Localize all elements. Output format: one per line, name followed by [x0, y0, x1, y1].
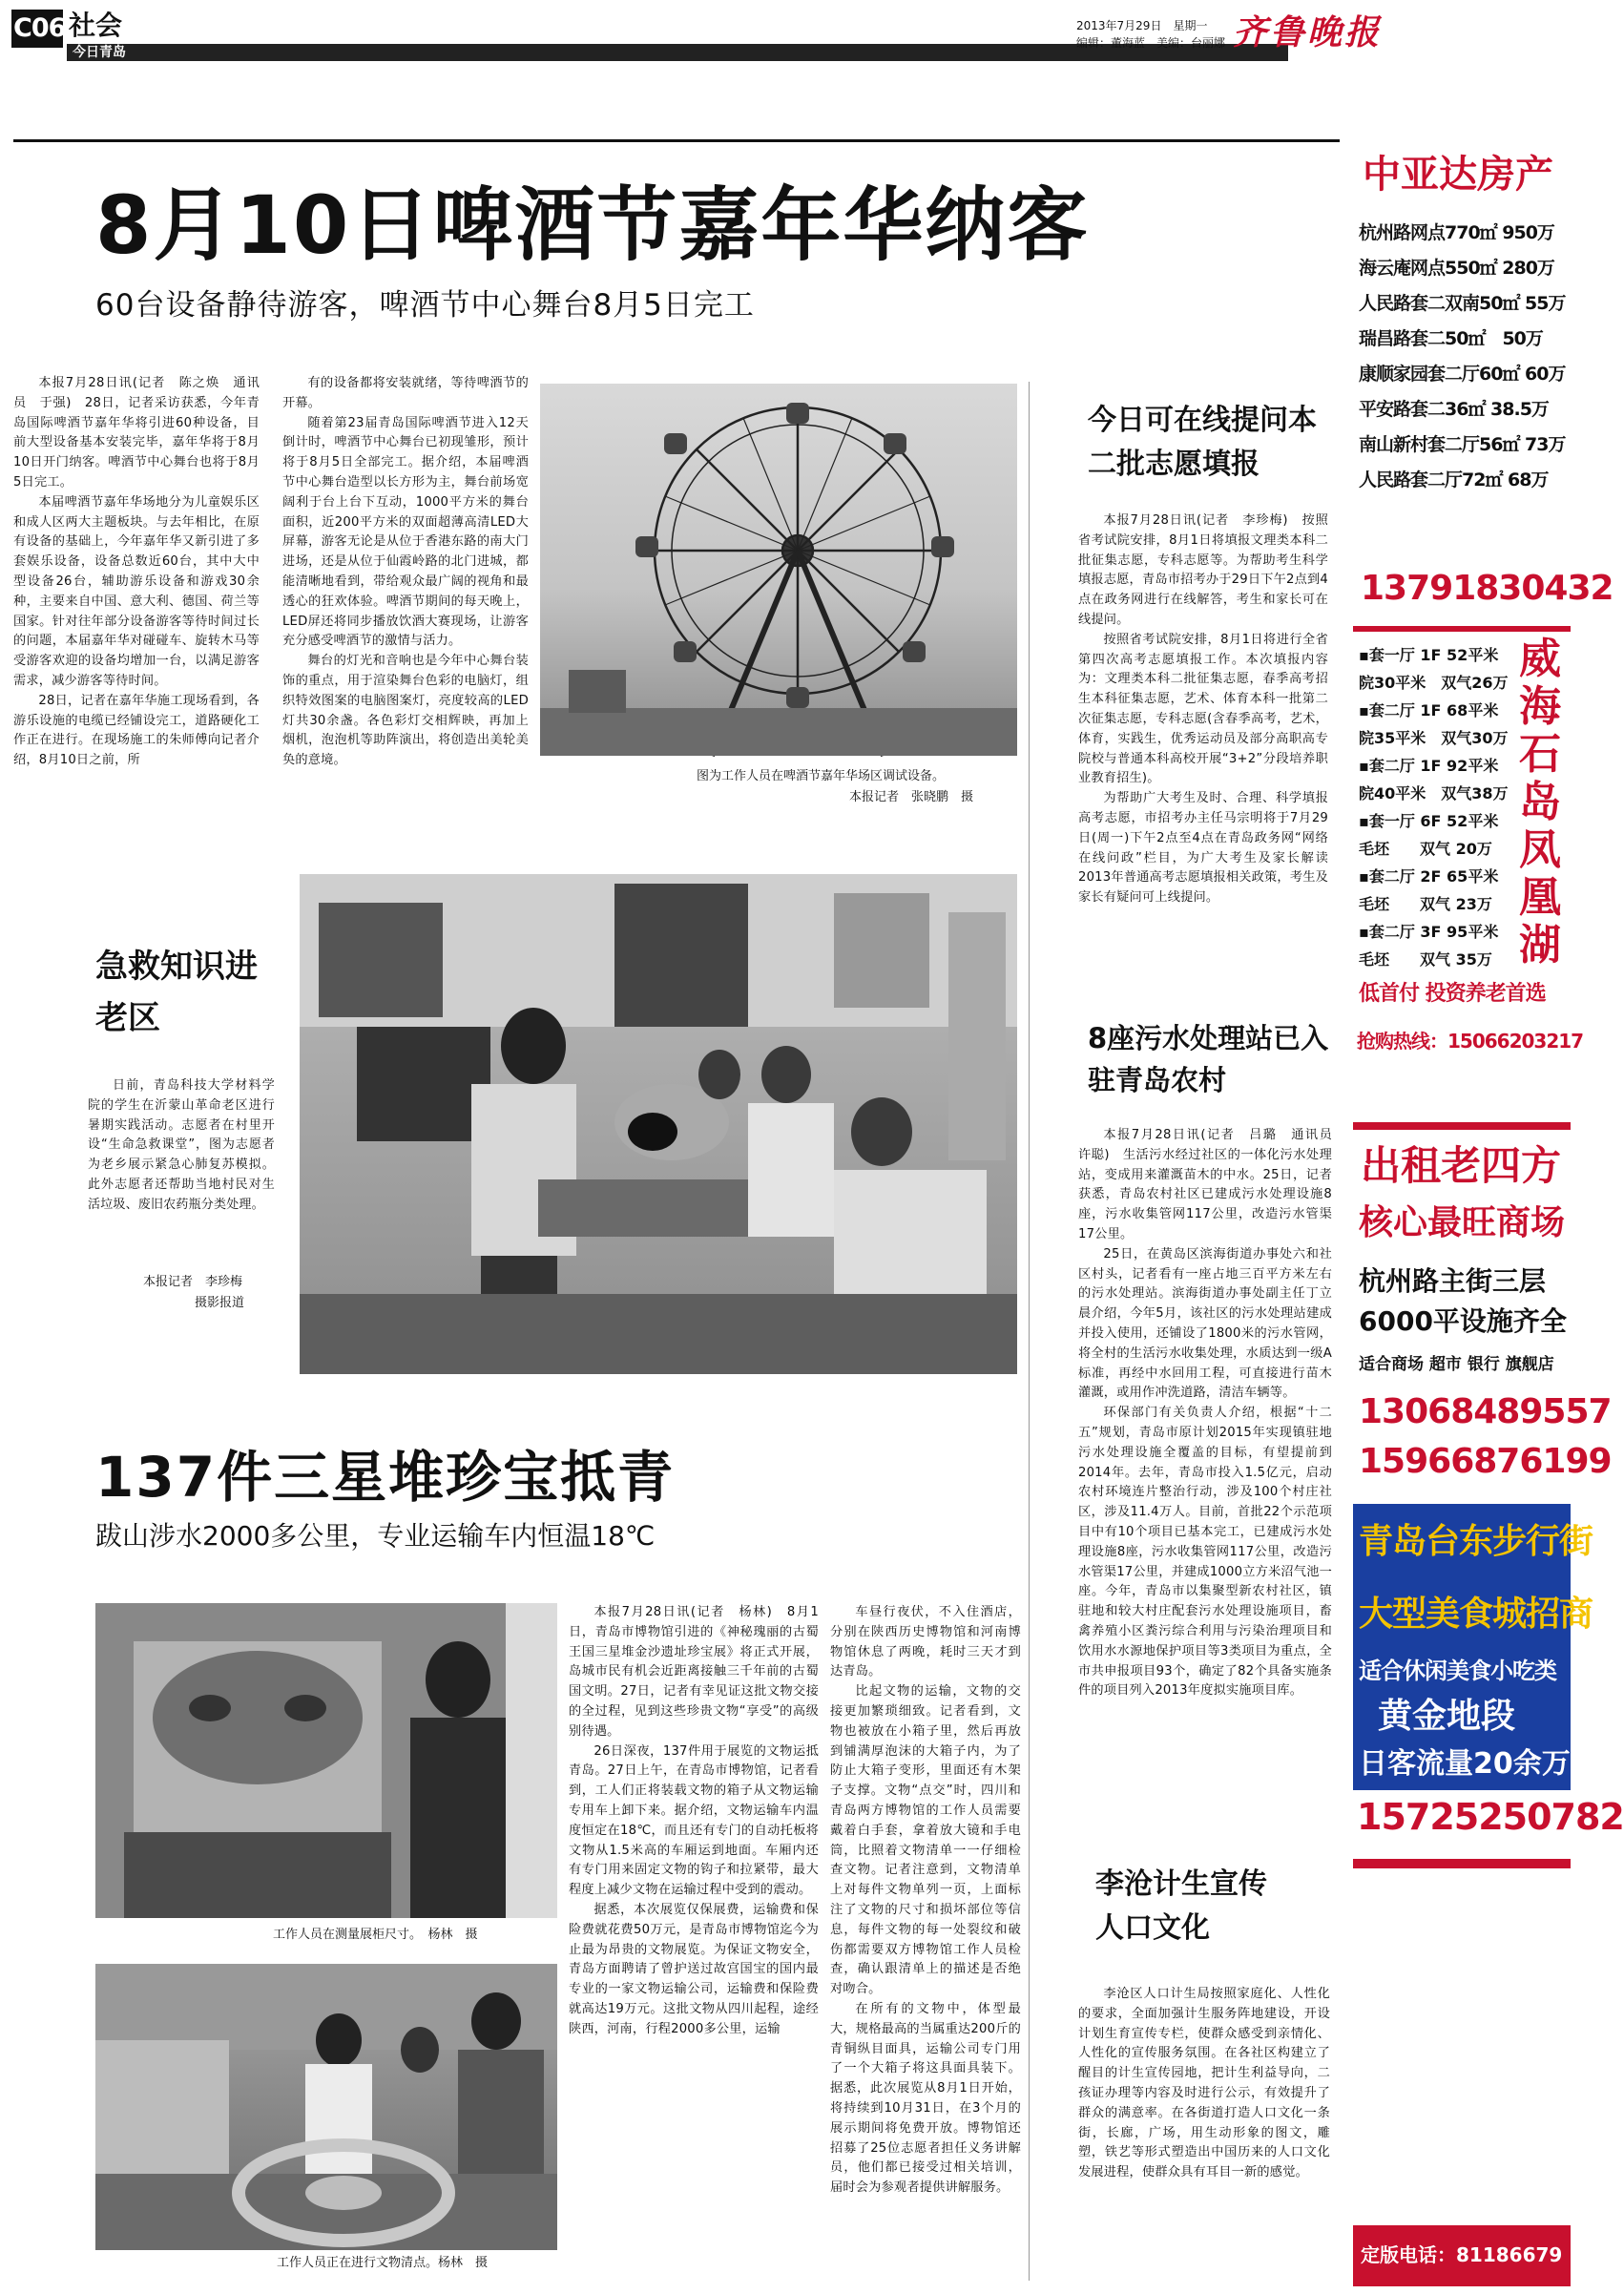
ad1-row: 人民路套二厅72㎡ 68万 [1359, 469, 1549, 490]
page-number: C06 [13, 13, 66, 43]
paragraph: 25日，在黄岛区滨海街道办事处六和社区村头，记者看有一座占地三百平方米左右的污水处理站。滨海街道办事处副主任丁立晨介绍，今年5月，该社区的污水处理站建成并投入使用，还铺设了1800米的污水管网，将全村的生活污水收集处理，水质达到一级A标准，再经中水回用工程，可直接进行苗木灌溉，或用作冲洗道路，清洁车辆等。 [1078, 1246, 1332, 1401]
ad3-line1: 出租老四方 [1361, 1142, 1562, 1189]
ad3-line4: 6000平设施齐全 [1359, 1305, 1567, 1337]
ferris-wheel-credit: 本报记者 张晓鹏 摄 [849, 790, 974, 804]
licang-title [1095, 1863, 1286, 1950]
ad2-side-char: 凤 [1519, 825, 1561, 874]
paragraph: 车昼行夜伏，不入住酒店，分别在陕西历史博物馆和河南博物馆休息了两晚，耗时三天才到达青岛。 [830, 1605, 1021, 1679]
ad1-bottom-bar [1353, 626, 1571, 632]
sewage-body [1078, 1126, 1345, 1832]
ad3-line5: 适合商场 超市 银行 旗舰店 [1359, 1355, 1554, 1374]
ad2-side-char: 威 [1519, 635, 1561, 683]
ferris-wheel-caption: 图为工作人员在啤酒节嘉年华场区调试设备。 [697, 769, 946, 783]
artifact-image [95, 1964, 557, 2250]
ad3-top-bar [1353, 1122, 1571, 1130]
first-aid-credit-1: 本报记者 李珍梅 [143, 1275, 243, 1289]
mask-image [95, 1603, 557, 1918]
sewage-title [1088, 1017, 1336, 1101]
ad2-row: ▪套二厅 2F 65平米 [1359, 867, 1499, 886]
ad4-phone: 15725250782 [1357, 1796, 1624, 1838]
ad-zhongyada [1353, 139, 1614, 645]
licang-title-text: 李沧计生宣传人口文化 [1095, 1867, 1267, 1945]
ad2-row: ▪套二厅 3F 95平米 [1359, 923, 1499, 941]
sanxingdui-title: 137件三星堆珍宝抵青 [95, 1445, 676, 1510]
ad4-line1: 青岛台东步行街 [1359, 1522, 1593, 1561]
column-divider [1029, 382, 1030, 2281]
paragraph: 本报7月28日讯(记者 杨林) 8月1日，青岛市博物馆引进的《神秘瑰丽的古蜀王国三星堆金沙遗址珍宝展》将正式开展，岛城市民有机会近距离接触三千年前的古蜀国文明。27日，记者有幸见证这批文物交接的全过程，见到这些珍贵文物“享受”的高级别待遇。 [569, 1605, 819, 1739]
ad3-line2: 核心最旺商场 [1359, 1203, 1566, 1242]
lead-title: 8月10日啤酒节嘉年华纳客 [95, 178, 1090, 272]
paragraph: 28日，记者在嘉年华施工现场看到，各游乐设施的电缆已经铺设完工，道路硬化工作正在进行。在现场施工的朱师傅向记者介绍，8月10日之前，所 [13, 693, 260, 768]
ad2-hotline: 抢购热线：15066203217 [1357, 1030, 1584, 1053]
paragraph: 据悉，本次展览仅保展费，运输费和保险费就花费50万元，是青岛市博物馆迄今为止最为昂贵的文物展览。为保证文物安全，青岛方面聘请了曾护送过故宫国宝的国内最专业的一家文物运输公司，运输费和保险费就高达19万元。这批文物从四川起程，途经陕西，河南，行程2000多公里，运输 [569, 1902, 819, 2036]
lead-column-2 [282, 374, 529, 823]
subsection-name: 今日青岛 [73, 45, 126, 60]
ad2-slogan: 低首付 投资养老首选 [1359, 982, 1546, 1006]
ferris-wheel-image [540, 384, 1017, 756]
paragraph: 本报7月28日讯(记者 吕璐 通讯员 许聪) 生活污水经过社区的一体化污水处理站，变成用来灌溉苗木的中水。25日，记者获悉，青岛农村社区已建成污水处理设施8座，污水收集管网117公里，改造污水管渠17公里。 [1078, 1128, 1345, 1241]
paragraph: 比起文物的运输，文物的交接更加繁琐细致。记者看到，文物也被放在小箱子里，然后再放到铺满厚泡沫的大箱子内，为了防止大箱子变形，里面还有木架子支撑。文物“点交”时，四川和青岛两方博物馆的工作人员需要戴着白手套，拿着放大镜和手电筒，比照着文物清单一一仔细检查文物。记者注意到，文物清单上对每件文物单列一页，上面标注了文物的尺寸和损坏部位等信息，每件文物的每一处裂纹和破伤都需要双方博物馆工作人员检查，确认跟清单上的描述是否绝对吻合。 [830, 1684, 1021, 1997]
sewage-title-text: 8座污水处理站已入驻青岛农村 [1088, 1022, 1329, 1096]
paragraph: 按照省考试院安排，8月1日将进行全省第四次高考志愿填报工作。本次填报内容为：文理类本科二批征集志愿，春季高考招生本科征集志愿，艺术、体育本科一批第二次征集志愿，专科志愿(含春季高考，艺术，体育，实践生，优秀运动员及部分高职高专院校与普通本科高校开展“3+2”分段培养职业教育招生)。 [1078, 632, 1328, 786]
ad4-line5: 日客流量20余万 [1359, 1747, 1571, 1781]
ad3-line3: 杭州路主街三层 [1359, 1265, 1547, 1297]
ad1-phone: 13791830432 [1361, 569, 1614, 608]
paragraph: 舞台的灯光和音响也是今年中心舞台装饰的重点，用于渲染舞台色彩的电脑灯，组织特效图案的电脑图案灯，亮度较高的LED灯共30余盏。各色彩灯交相辉映，再加上烟机，泡泡机等助阵演出，将创造出美轮美奂的意境。 [282, 654, 529, 768]
paragraph: 随着第23届青岛国际啤酒节进入12天倒计时，啤酒节中心舞台已初现雏形，预计将于8月5日全部完工。据介绍，本届啤酒节中心舞台造型以长方形为主，舞台前场宽阔利于台上台下互动，1000平方米的舞台面积，近200平方米的双面超薄高清LED大屏幕，游客无论是从位于香港东路的南大门进场，还是从位于仙霞岭路的北门进城，都能清晰地看到，带给观众最广阔的视角和最透心的狂欢体验。啤酒节期间的每天晚上，LED屏还将同步播放饮酒大赛现场，让游客充分感受啤酒节的激情与活力。 [282, 415, 529, 649]
paragraph: 本报7月28日讯(记者 陈之焕 通讯员 于强) 28日，记者采访获悉，今年青岛国际啤酒节嘉年华将引进60种设备，目前大型设备基本安装完毕，嘉年华将于8月10日开门纳客。啤酒节中心舞台也将于8月5日完工。 [13, 376, 260, 490]
ferris-wheel-photo [540, 384, 1017, 756]
ad1-row: 康顺家园套二厅60㎡ 60万 [1359, 364, 1566, 385]
paragraph: 日前，青岛科技大学材料学院的学生在沂蒙山革命老区进行暑期实践活动。志愿者在村里开设“生命急救课堂”，图为志愿者为老乡展示紧急心肺复苏模拟。此外志愿者还帮助当地村民对生活垃圾、废旧农药瓶分类处理。 [88, 1078, 275, 1212]
mask-photo [95, 1603, 557, 1918]
artifact-photo [95, 1964, 557, 2250]
ad1-row: 人民路套二双南50㎡ 55万 [1359, 293, 1566, 314]
ad1-row: 海云庵网点550㎡ 280万 [1359, 258, 1554, 279]
first-aid-image [300, 874, 1017, 1374]
ad2-row: ▪套一厅 6F 52平米 [1359, 812, 1499, 830]
first-aid-photo [300, 874, 1017, 1374]
paragraph: 环保部门有关负责人介绍，根据“十二五”规划，青岛市原计划2015年实现镇驻地污水处理设施全覆盖的目标，有望提前到2014年。去年，青岛市投入1.5亿元，启动农村环境连片整治行动，涉及100个村庄社区，涉及11.4万人。目前，首批22个示范项目中有10个项目已基本完工，已建成污水处理设施8座，污水收集管网117公里，改造污水管渠17公里，并建成1000立方米沼气池一座。今年，青岛市以集聚型新农村社区，镇驻地和较大村庄配套污水处理设施项目，畜禽养殖小区粪污综合利用与污染治理项目和饮用水水源地保护项目等3类项目为重点，全市共申报项目93个，确定了82个具备实施条件的项目列入2013年度拟实施项目库。 [1078, 1406, 1332, 1699]
ad2-side-char: 海 [1519, 682, 1561, 731]
ad2-rows [1359, 641, 1511, 973]
ad2-side-char: 凰 [1519, 873, 1561, 922]
ad3-phone-2: 15966876199 [1359, 1442, 1612, 1481]
ad2-row: ▪套二厅 1F 68平米 [1359, 701, 1499, 719]
ad2-row: ▪套一厅 1F 52平米 [1359, 646, 1499, 664]
ad2-side-title [1511, 636, 1569, 970]
paragraph: 本报7月28日讯(记者 李珍梅) 按照省考试院安排，8月1日将填报文理类本科二批征集志愿，专科志愿等。为帮助考生科学填报志愿，青岛市招考办于29日下午2点到4点在政务网进行在线解答，考生和家长可在线提问。 [1078, 513, 1328, 627]
mask-caption: 工作人员在测量展柜尺寸。 杨林 摄 [273, 1928, 478, 1942]
ad2-row: 毛坯 双气 35万 [1359, 950, 1492, 969]
volunteer-title-text: 今日可在线提问本二批志愿填报 [1088, 404, 1317, 481]
ad1-row: 杭州路网点770㎡ 950万 [1359, 222, 1554, 243]
paragraph: 为帮助广大考生及时、合理、科学填报高考志愿，市招考办主任马宗明将于7月29日(周一)下午2点至4点在青岛政务网“网络在线问政”栏目，为广大考生及家长解读2013年普通高考志愿填报相关政策，考生及家长有疑问可上线提问。 [1078, 791, 1328, 906]
ad1-rows [1359, 216, 1567, 498]
ads-column [1353, 139, 1624, 2288]
page-header [11, 8, 1576, 60]
paragraph: 李沧区人口计生局按照家庭化、人性化的要求，全面加强计生服务阵地建设，开设计划生育宣传专栏，使群众感受到亲情化、人性化的宣传服务氛围。在各社区构建立了醒目的计生宣传园地，把计生利益导向，二孩证办理等内容及时进行公示，有效提升了群众的满意率。在各街道打造人口文化一条街，长廊，广场，用生动形象的图文，雕塑，铁艺等形式塑造出中国历来的人口文化发展进程，使群众具有耳目一新的感觉。 [1078, 1987, 1330, 2180]
ad-taidong [1353, 1504, 1624, 2288]
sanxingdui-column-2 [830, 1603, 1021, 2283]
ad2-row: 院35平米 双气30万 [1359, 729, 1509, 747]
volunteer-title [1088, 399, 1326, 487]
first-aid-title-text: 急救知识进老区 [95, 948, 258, 1037]
section-name: 社会 [69, 10, 123, 41]
paragraph: 本届啤酒节嘉年华场地分为儿童娱乐区和成人区两大主题板块。与去年相比，在原有设备的基础上，今年嘉年华又新引进了多套娱乐设备，设备总数近60台，其中大中型设备26台，辅助游乐设备和游戏30余种，主要来自中国、意大利、德国、荷兰等国家。针对往年部分设备游客等待时间过长的问题，本届嘉年华对碰碰车、旋转木马等受游客欢迎的设备均增加一台，以满足游客需求，减少游客等待时间。 [13, 494, 260, 688]
ad2-side-char: 湖 [1519, 921, 1561, 970]
paragraph: 在所有的文物中，体型最大，规格最高的当属重达200斤的青铜纵目面具，运输公司专门用了一个大箱子将这具面具装下。据悉，此次展览从8月1日开始，将持续到10月31日，在3个月的展示期间将免费开放。博物馆还招募了25位志愿者担任义务讲解员，他们都已接受过相关培训，届时会为参观者提供讲解服务。 [830, 2001, 1021, 2196]
ad4-line3: 适合休闲美食小吃类 [1359, 1658, 1556, 1684]
first-aid-body [88, 1076, 275, 1277]
ad1-row: 南山新村套二厅56㎡ 73万 [1359, 434, 1566, 455]
licang-body [1078, 1985, 1330, 2283]
ad-sifang [1353, 1122, 1612, 1504]
ad2-row: 毛坯 双气 20万 [1359, 840, 1492, 858]
ad4-line2: 大型美食城招商 [1359, 1595, 1593, 1634]
sanxingdui-subtitle: 跋山涉水2000多公里，专业运输车内恒温18℃ [95, 1520, 656, 1552]
ad3-phone-1: 13068489557 [1359, 1392, 1612, 1431]
ad4-line4: 黄金地段 [1378, 1697, 1516, 1736]
ad2-row: 院30平米 双气26万 [1359, 674, 1509, 692]
ad2-row: 院40平米 双气38万 [1359, 784, 1509, 803]
ad1-row: 平安路套二36㎡ 38.5万 [1359, 399, 1549, 420]
booking-phone: 定版电话：81186679 [1361, 2243, 1563, 2266]
first-aid-credit-2: 摄影报道 [195, 1296, 245, 1310]
editor-line: 编辑：董海蓝 美编：台丽娜 [1076, 36, 1226, 50]
masthead: 齐鲁晚报 [1233, 12, 1383, 52]
lead-column-1 [13, 374, 260, 823]
ad1-row: 瑞昌路套二50㎡ 50万 [1359, 328, 1543, 349]
ad-weihai [1353, 635, 1584, 1132]
ad2-row: 毛坯 双气 23万 [1359, 895, 1492, 913]
date-line: 2013年7月29日 星期一 [1076, 19, 1208, 32]
sanxingdui-column-1 [569, 1603, 819, 2283]
first-aid-title [95, 941, 277, 1044]
volunteer-body [1078, 511, 1328, 977]
ad2-row: ▪套二厅 1F 92平米 [1359, 757, 1499, 775]
lead-subtitle: 60台设备静待游客，啤酒节中心舞台8月5日完工 [95, 288, 755, 323]
lead-rule [13, 139, 1340, 142]
ad2-side-char: 岛 [1519, 778, 1561, 826]
ad1-title: 中亚达房产 [1363, 153, 1553, 197]
artifact-caption: 工作人员正在进行文物清点。杨林 摄 [277, 2256, 489, 2270]
ad4-bottom-bar [1353, 1859, 1571, 1868]
paragraph: 有的设备都将安装就绪，等待啤酒节的开幕。 [282, 376, 529, 410]
ad2-side-char: 石 [1519, 730, 1561, 779]
paragraph: 26日深夜，137件用于展览的文物运抵青岛。27日上午，在青岛市博物馆，记者看到，工人们正将装载文物的箱子从文物运输专用车上卸下来。据介绍，文物运输车内温度恒定在18℃，而且还有专门的自动托板将文物从1.5米高的车厢运到地面。车厢内还有专门用来固定文物的钩子和拉紧带，最大程度上减少文物在运输过程中受到的震动。 [569, 1743, 819, 1898]
